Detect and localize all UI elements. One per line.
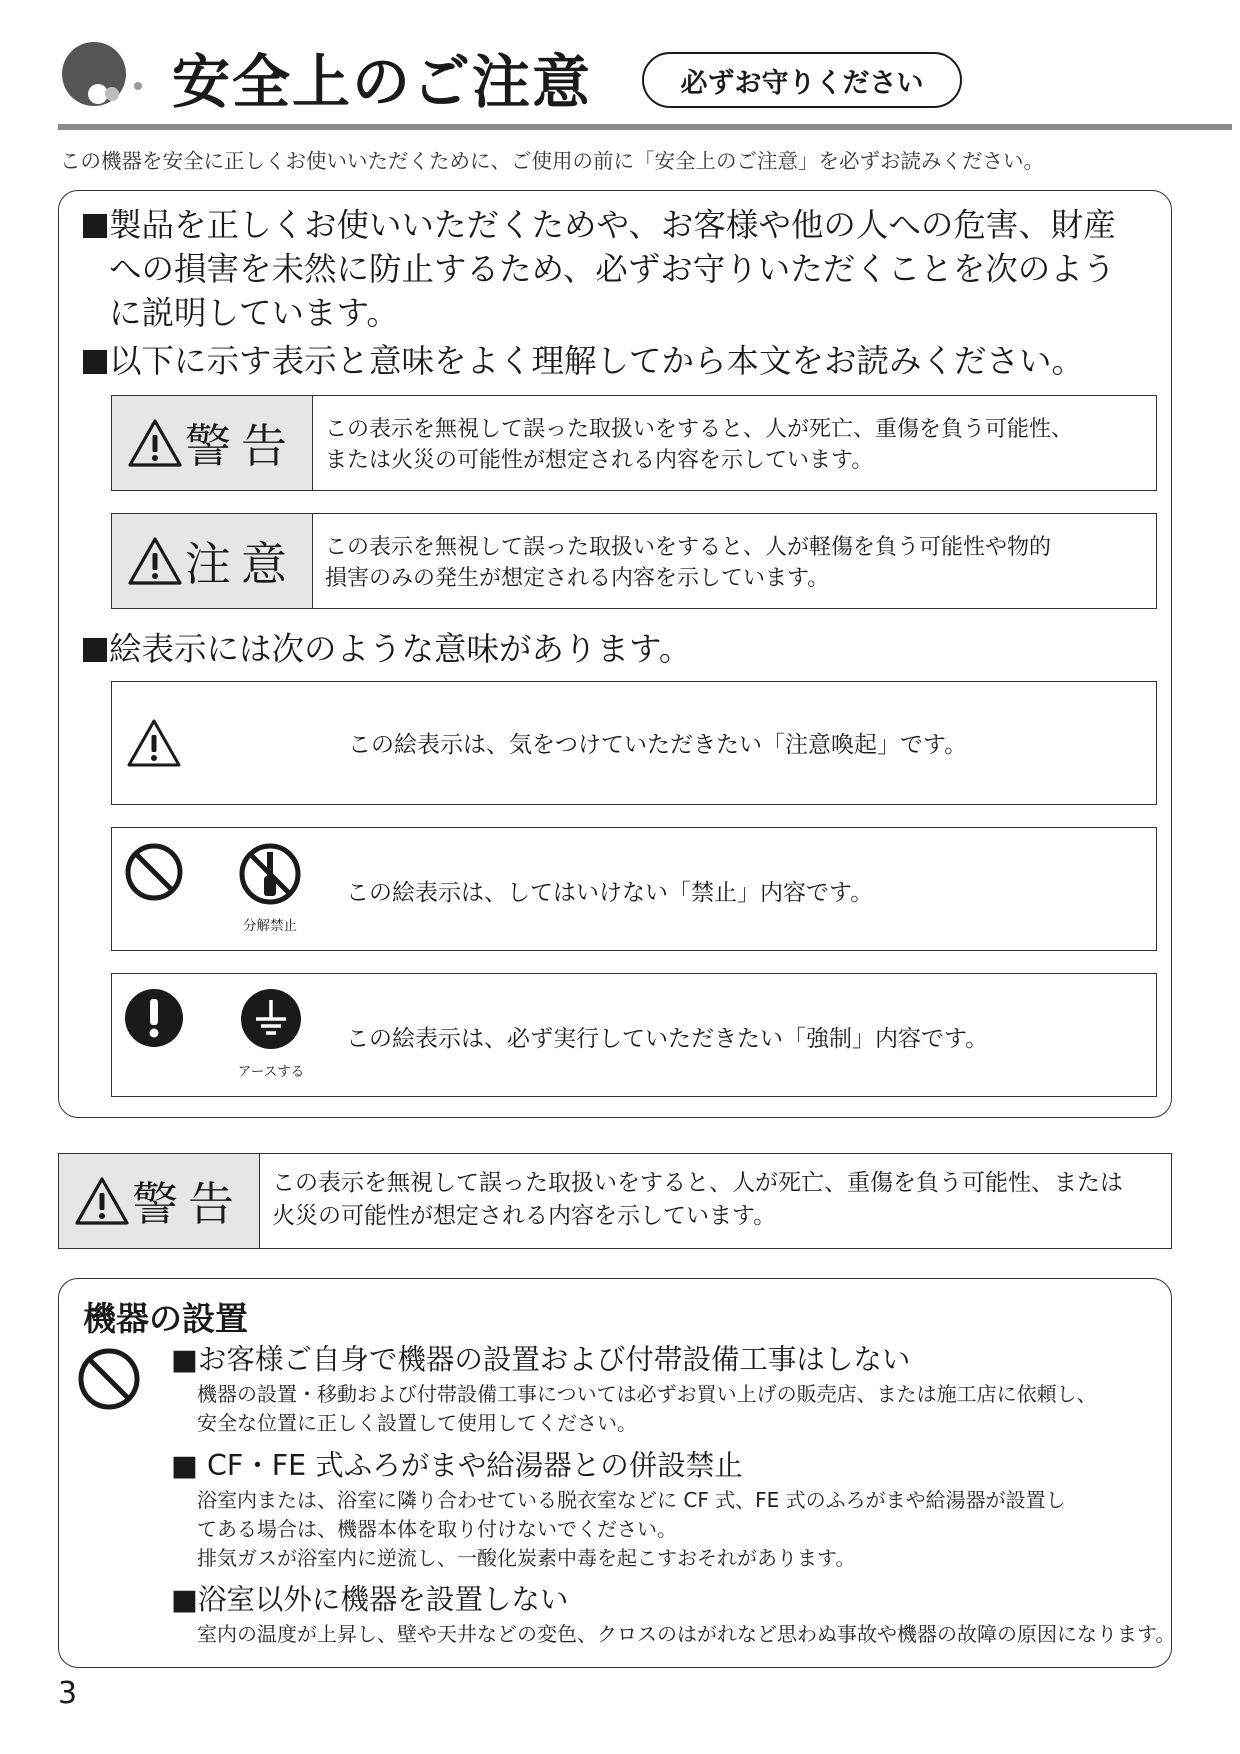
signal-caution-box xyxy=(111,513,1157,609)
install-item-2-heading: ■ CF・FE 式ふろがまや給湯器との併設禁止 xyxy=(171,1449,743,1482)
caution-triangle-icon xyxy=(127,536,183,586)
install-item-1: ■お客様ご自身で機器の設置および付帯設備工事はしない 機器の設置・移動および付帯設備工事については必ずお買い上げの販売店、または施工店に依頼し、 安全な位置に正しく設置して使用してください。 xyxy=(171,1337,1097,1438)
pictogram-caution-box xyxy=(111,681,1157,805)
ground-label: アースする xyxy=(237,1064,305,1080)
intro-text: この機器を安全に正しくお使いいただくために、ご使用の前に「安全上のご注意」を必ずお読みください。 xyxy=(60,149,1044,173)
prohibition-icon xyxy=(124,842,184,902)
ground-earth-icon xyxy=(240,988,302,1050)
pictogram-prohibition-text: この絵表示は、してはいけない「禁止」内容です。 xyxy=(346,880,874,906)
mandatory-exclamation-icon xyxy=(124,988,184,1048)
signal-warning-box xyxy=(111,395,1157,491)
page-title: 安全上のご注意 xyxy=(172,48,593,116)
notice-paragraph-1: 製品を正しくお使いいただくためや、お客様や他の人への危害、財産 への損害を未然に防止するため、必ずお守りいただくことを次のよう に説明しています。 xyxy=(83,203,1116,335)
installation-title: 機器の設置 xyxy=(83,1299,248,1338)
page-number: 3 xyxy=(58,1676,78,1711)
notice-box xyxy=(58,190,1172,1118)
square-bullet-icon xyxy=(83,350,107,374)
notice-paragraph-2: 以下に示す表示と意味をよく理解してから本文をお読みください。 xyxy=(83,339,1084,383)
caution-triangle-icon xyxy=(126,718,182,768)
must-follow-badge: 必ずお守りください xyxy=(642,52,962,108)
warning-triangle-icon xyxy=(74,1176,130,1226)
install-item-3-heading: ■浴室以外に機器を設置しない xyxy=(171,1583,569,1616)
header-rule xyxy=(58,124,1232,130)
pictogram-prohibition-box xyxy=(111,827,1157,951)
install-item-1-heading: ■お客様ご自身で機器の設置および付帯設備工事はしない xyxy=(171,1343,911,1376)
install-item-2: ■ CF・FE 式ふろがまや給湯器との併設禁止 浴室内または、浴室に隣り合わせている脱衣室などに CF 式、FE 式のふろがまや給湯器が設置し てある場合は、機器本体を取り付けないでください。 排気ガスが浴室内に逆流し、一酸化炭素中毒を起こすおそれがあります。 xyxy=(171,1443,1066,1573)
square-bullet-icon xyxy=(83,638,107,662)
square-bullet-icon xyxy=(83,214,107,238)
pictogram-mandatory-box xyxy=(111,973,1157,1097)
warning-triangle-icon xyxy=(127,418,183,468)
install-item-3: ■浴室以外に機器を設置しない 室内の温度が上昇し、壁や天井などの変色、クロスのはがれなど思わぬ事故や機器の故障の原因になります。 xyxy=(171,1577,1175,1649)
prohibition-icon xyxy=(77,1347,141,1411)
no-disassembly-icon xyxy=(238,842,302,906)
pictogram-mandatory-text: この絵表示は、必ず実行していただきたい「強制」内容です。 xyxy=(346,1026,989,1052)
signal-warning-label: 警告 xyxy=(112,396,313,490)
header-logo-icon xyxy=(56,40,146,112)
notice-paragraph-3: 絵表示には次のような意味があります。 xyxy=(83,627,691,671)
no-disassembly-label: 分解禁止 xyxy=(243,918,297,934)
signal-caution-desc: この表示を無視して誤った取扱いをすると、人が軽傷を負う可能性や物的 損害のみの発生が想定される内容を示しています。 xyxy=(325,535,1052,591)
signal-warning-desc: この表示を無視して誤った取扱いをすると、人が死亡、重傷を負う可能性、 または火災の可能性が想定される内容を示しています。 xyxy=(325,417,1074,473)
signal-caution-label: 注意 xyxy=(112,514,313,608)
warning-section-label: 警告 xyxy=(59,1154,260,1248)
warning-section-box xyxy=(58,1153,1172,1249)
pictogram-caution-text: この絵表示は、気をつけていただきたい「注意喚起」です。 xyxy=(348,732,968,758)
warning-section-desc: この表示を無視して誤った取扱いをすると、人が死亡、重傷を負う可能性、または 火災の可能性が想定される内容を示しています。 xyxy=(272,1170,1123,1229)
installation-box xyxy=(58,1278,1176,1668)
